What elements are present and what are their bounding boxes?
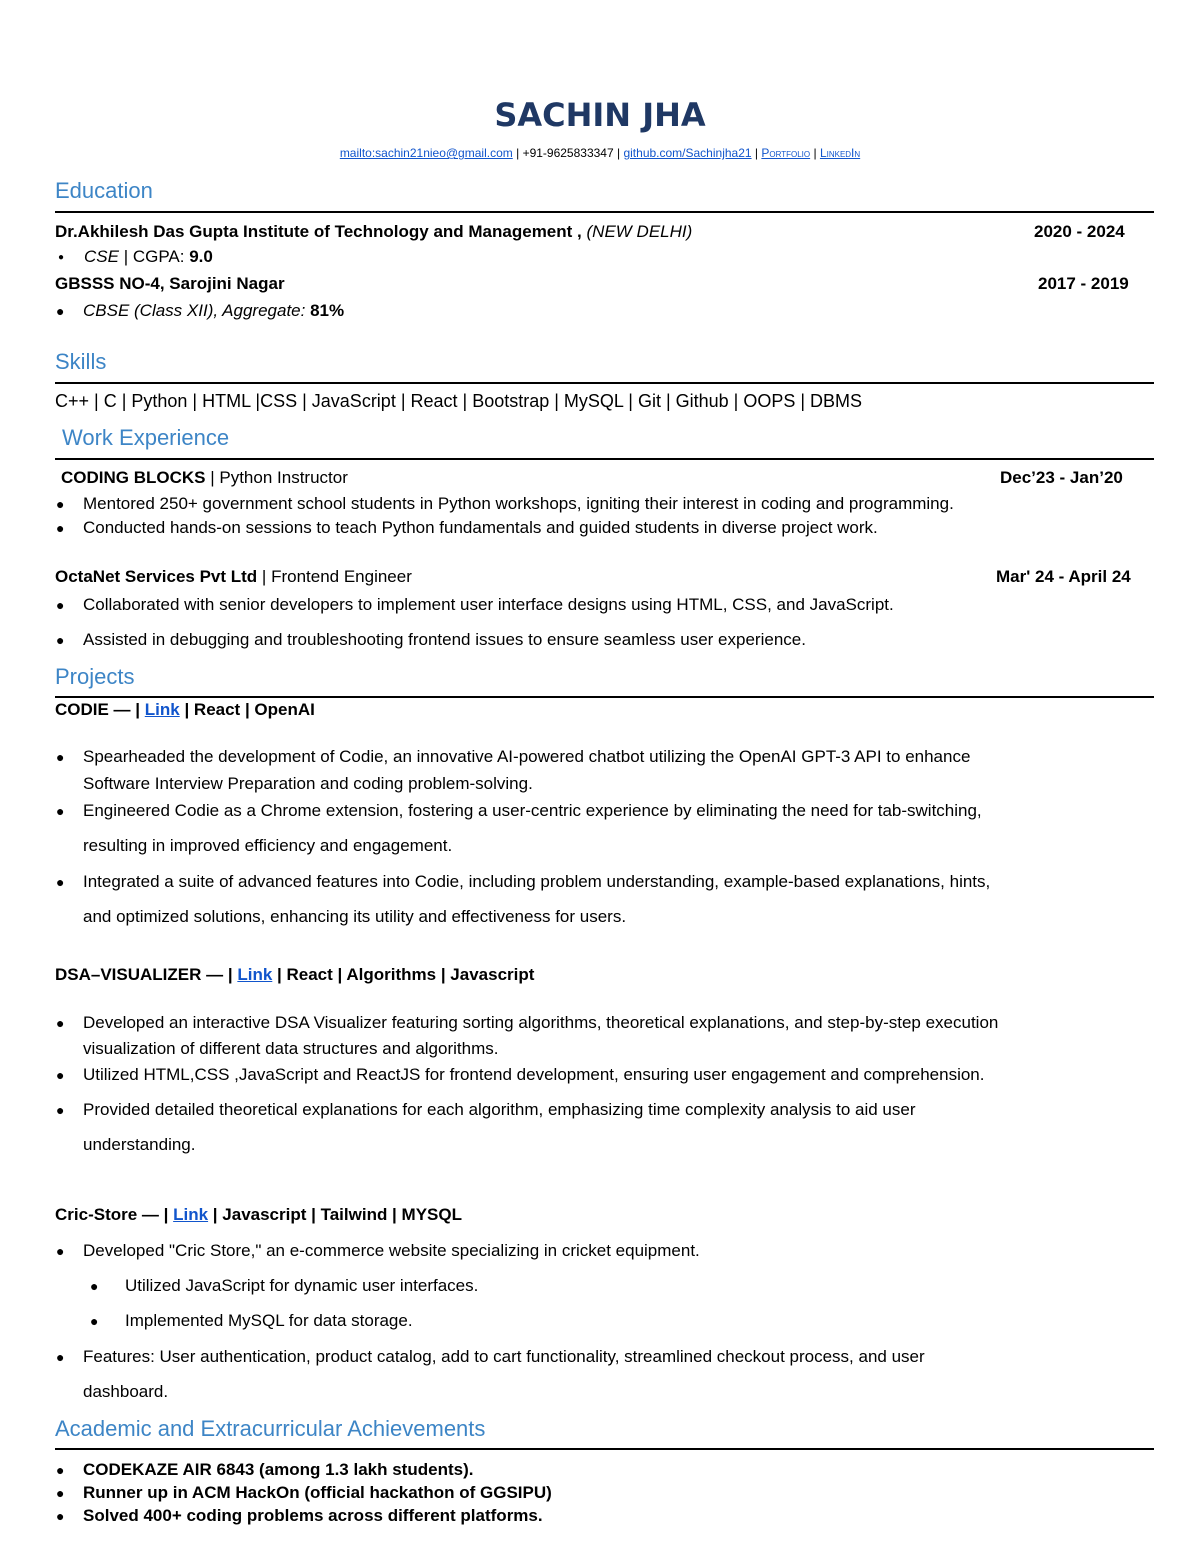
job-dates: Mar' 24 - April 24 — [996, 567, 1131, 586]
school-name: GBSSS NO-4, Sarojini Nagar — [55, 274, 285, 293]
bullet-icon: ● — [58, 252, 65, 263]
candidate-name: SACHIN JHA — [494, 96, 706, 134]
project-link[interactable]: Link — [237, 965, 273, 984]
bullet-icon: ● — [56, 874, 65, 890]
linkedin-link[interactable]: LinkedIn — [819, 146, 861, 160]
portfolio-link[interactable]: Portfolio — [761, 146, 811, 160]
phone-number: +91-9625833347 — [522, 146, 614, 160]
bullet-icon: ● — [56, 1243, 65, 1259]
job-entry-1 — [61, 468, 348, 488]
job-role: | Frontend Engineer — [257, 567, 412, 586]
separator: | — [617, 146, 621, 160]
separator: | — [754, 146, 759, 160]
bullet-icon: ● — [56, 1485, 65, 1501]
project-link[interactable]: Link — [173, 1205, 209, 1224]
section-divider — [55, 1448, 1154, 1450]
bullet-icon: ● — [56, 749, 65, 765]
education-dates: 2020 - 2024 — [1034, 222, 1125, 241]
separator: | — [516, 146, 520, 160]
bullet-icon: ● — [56, 1067, 65, 1083]
email-link[interactable]: mailto:sachin21nieo@gmail.com — [339, 146, 513, 160]
project-link[interactable]: Link — [144, 700, 180, 719]
bullet-icon: ● — [56, 496, 65, 512]
bullet-icon: ● — [56, 1462, 65, 1478]
section-title-projects: Projects — [55, 664, 135, 689]
company-name: OctaNet Services Pvt Ltd — [55, 567, 258, 586]
section-divider — [55, 382, 1154, 384]
bullet-icon: ● — [56, 1015, 65, 1031]
section-title-work-experience: Work Experience — [62, 425, 230, 450]
bullet-icon: ● — [56, 1508, 65, 1524]
project-title-codie: CODIE — | Link | React | OpenAI — [55, 700, 315, 719]
section-divider — [55, 458, 1154, 460]
project-title-cric-store: Cric-Store — | Link | Javascript | Tailwind | MYSQL — [55, 1205, 462, 1224]
project-title-dsa-visualizer: DSA–VISUALIZER — | Link | React | Algorithms | Javascript — [55, 965, 535, 984]
bullet-icon: ● — [56, 632, 65, 648]
github-link[interactable]: github.com/Sachinjha21 — [623, 146, 752, 160]
bullet-icon: ● — [56, 520, 65, 536]
bullet-icon: ● — [56, 803, 65, 819]
section-title-achievements: Academic and Extracurricular Achievements — [55, 1416, 486, 1441]
skills-list: C++ | C | Python | HTML |CSS | JavaScript | React | Bootstrap | MySQL | Git | Github | OOPS | DBMS — [55, 391, 863, 411]
contact-line — [0, 146, 1200, 160]
section-title-skills: Skills — [55, 349, 107, 374]
job-dates: Dec’23 - Jan’20 — [1000, 468, 1123, 487]
job-entry-2 — [55, 567, 412, 587]
resume-page: SACHIN JHA mailto:sachin21nieo@gmail.com | +91-9625833347 | github.com/Sachinjha21 | Portfolio | LinkedIn Education Dr.Akhilesh Das Gupta Institute of Technology and Management , (NEW DELHI) 2020 - 2024 ● CSE | CGPA: 9.0 GBSSS NO-4, Sarojini Nagar 2017 - 2019 ● CBSE (Class XII), Aggregate: 81% Skills C++ | C | Python | HTML |CSS | JavaScript | React | Bootstrap | MySQL | Git | Github | OOPS | DBMS Work Experience CODING BLOCKS | Python Instructor Dec’23 - Jan’20 ● Mentored 250+ government school students in Python workshops, igniting their interest in coding and programming. ● Conducted hands-on sessions to teach Python fundamentals and guided students in diverse project work. OctaNet Services Pvt Ltd | Frontend Engineer Mar' 24 - April 24 ● Collaborated with senior developers to implement user interface designs using HTML, CSS, and JavaScript. ● Assisted in debugging and troubleshooting frontend issues to ensure seamless user experience. Projects CODIE — | Link | React | OpenAI ● Spearheaded the development of Codie, an innovative AI-powered chatbot utilizing the OpenAI GPT-3 API to enhance Software Interview Preparation and coding problem-solving. ● Engineered Codie as a Chrome extension, fostering a user-centric experience by eliminating the need for tab-switching, resulting in improved efficiency and engagement. ● Integrated a suite of advanced features into Codie, including problem understanding, example-based explanations, hints, and optimized solutions, enhancing its utility and effectiveness for users. DSA–VISUALIZER — | Link | React | Algorithms | Javascript ● Developed an interactive DSA Visualizer featuring sorting algorithms, theoretical explanations, and step-by-step execution visualization of different data structures and algorithms. ● Utilized HTML,CSS ,JavaScript and ReactJS for frontend development, ensuring user engagement and comprehension. ● Provided detailed theoretical explanations for each algorithm, emphasizing time complexity analysis to aid user understanding. Cric-Store — | Link | Javascript | Tailwind | MYSQL ● Developed "Cric Store," an e-commerce website specializing in cricket equipment. ● Utilized JavaScript for dynamic user interfaces. ● Implemented MySQL for data storage. ● Features: User authentication, product catalog, add to cart functionality, streamlined checkout process, and user dashboard. Academic and Extracurricular Achievements ● CODEKAZE AIR 6843 (among 1.3 lakh students). ● Runner up in ACM HackOn (official hackathon of GGSIPU) ● Solved 400+ coding problems across different platforms. — [0, 0, 1200, 1553]
school-name: Dr.Akhilesh Das Gupta Institute of Technology and Management , — [55, 222, 582, 241]
education-dates: 2017 - 2019 — [1038, 274, 1129, 293]
section-divider — [55, 211, 1154, 213]
separator: | — [813, 146, 817, 160]
school-location: (NEW DELHI) — [586, 222, 693, 241]
section-title-education: Education — [55, 178, 153, 203]
education-entry-1 — [55, 222, 692, 242]
bullet-icon: ● — [90, 1278, 99, 1294]
bullet-icon: ● — [56, 1349, 65, 1365]
company-name: CODING BLOCKS — [61, 468, 206, 487]
bullet-icon: ● — [56, 597, 65, 613]
bullet-icon: ● — [90, 1313, 99, 1329]
bullet-icon: ● — [56, 1102, 65, 1118]
section-divider — [55, 696, 1154, 698]
bullet-icon: ● — [56, 303, 65, 319]
job-role: | Python Instructor — [205, 468, 348, 487]
education-entry-2 — [55, 274, 285, 294]
